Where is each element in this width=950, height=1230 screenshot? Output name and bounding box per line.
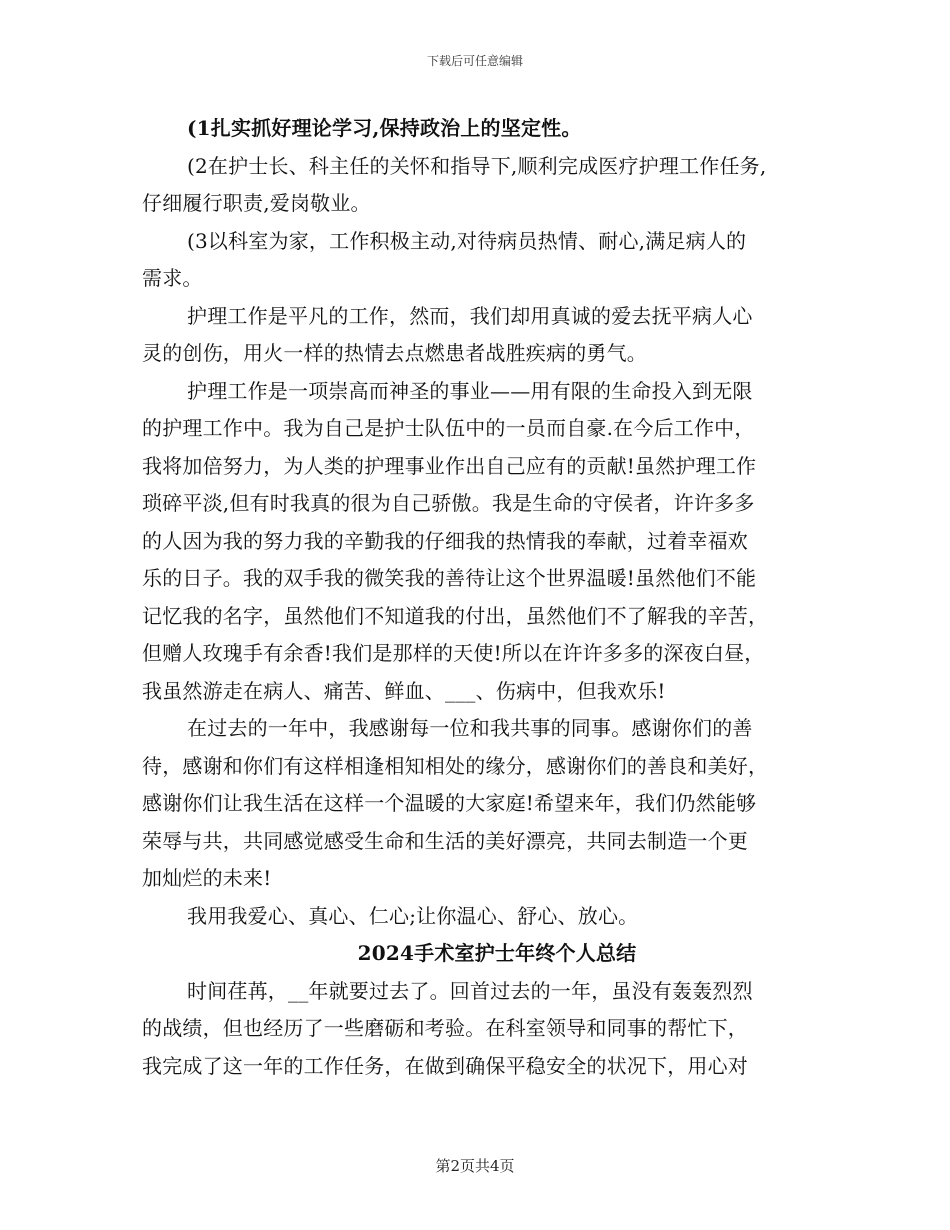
paragraph-line: 我完成了这一年的工作任务，在做到确保平稳安全的状况下，用心对 <box>142 1053 748 1078</box>
paragraph-line: (3以科室为家，工作积极主动,对待病员热情、耐心,满足病人的 <box>187 228 747 253</box>
page-header-note: 下载后可任意编辑 <box>426 54 523 68</box>
paragraph-line: 我虽然游走在病人、痛苦、鲜血、___、伤病中，但我欢乐! <box>142 678 666 703</box>
paragraph-line: (1扎实抓好理论学习,保持政治上的坚定性。 <box>187 116 582 140</box>
paragraph-line: 的战绩，但也经历了一些磨砺和考验。在科室领导和同事的帮忙下， <box>142 1016 748 1040</box>
paragraph-line: 乐的日子。我的双手我的微笑我的善待让这个世界温暖!虽然他们不能 <box>142 566 757 590</box>
paragraph-line: 时间荏苒，__年就要过去了。回首过去的一年，虽没有轰轰烈烈 <box>187 978 753 1003</box>
section-title: 2024手术室护士年终个人总结 <box>357 941 637 965</box>
paragraph-line: 待，感谢和你们有这样相逢相知相处的缘分，感谢你们的善良和美好， <box>142 753 769 778</box>
paragraph-line: 的护理工作中。我为自己是护士队伍中的一员而自豪.在今后工作中， <box>142 416 755 440</box>
paragraph-line: 感谢你们让我生活在这样一个温暖的大家庭!希望来年，我们仍然能够 <box>142 791 757 815</box>
paragraph-line: 在过去的一年中，我感谢每一位和我共事的同事。感谢你们的善 <box>187 716 753 740</box>
paragraph-line: 护理工作是平凡的工作，然而，我们却用真诚的爱去抚平病人心 <box>187 303 753 328</box>
paragraph-line: 我将加倍努力，为人类的护理事业作出自己应有的贡献!虽然护理工作 <box>142 453 757 478</box>
paragraph-line: 我用我爱心、真心、仁心;让你温心、舒心、放心。 <box>187 903 639 928</box>
paragraph-line: 荣辱与共，共同感觉感受生命和生活的美好漂亮，共同去制造一个更 <box>142 828 748 853</box>
paragraph-line: 仔细履行职责,爱岗敬业。 <box>142 191 371 215</box>
paragraph-line: 护理工作是一项崇高而神圣的事业——用有限的生命投入到无限 <box>187 378 753 403</box>
paragraph-line: 灵的创伤，用火一样的热情去点燃患者战胜疾病的勇气。 <box>142 341 647 365</box>
paragraph-line: 琐碎平淡,但有时我真的很为自己骄傲。我是生命的守侯者，许许多多 <box>142 491 755 515</box>
paragraph-line: 但赠人玫瑰手有余香!我们是那样的天使!所以在许许多多的深夜白昼， <box>142 641 765 665</box>
paragraph-line: 的人因为我的努力我的辛勤我的仔细我的热情我的奉献，过着幸福欢 <box>142 528 748 553</box>
paragraph-line: 加灿烂的未来! <box>142 866 272 890</box>
page-number: 第2页共4页 <box>435 1157 515 1175</box>
paragraph-line: 记忆我的名字，虽然他们不知道我的付出，虽然他们不了解我的辛苦， <box>142 603 769 628</box>
paragraph-line: (2在护士长、科主任的关怀和指导下,顺利完成医疗护理工作任务, <box>187 153 767 178</box>
document-body <box>142 110 822 1085</box>
paragraph-line: 需求。 <box>142 266 203 290</box>
